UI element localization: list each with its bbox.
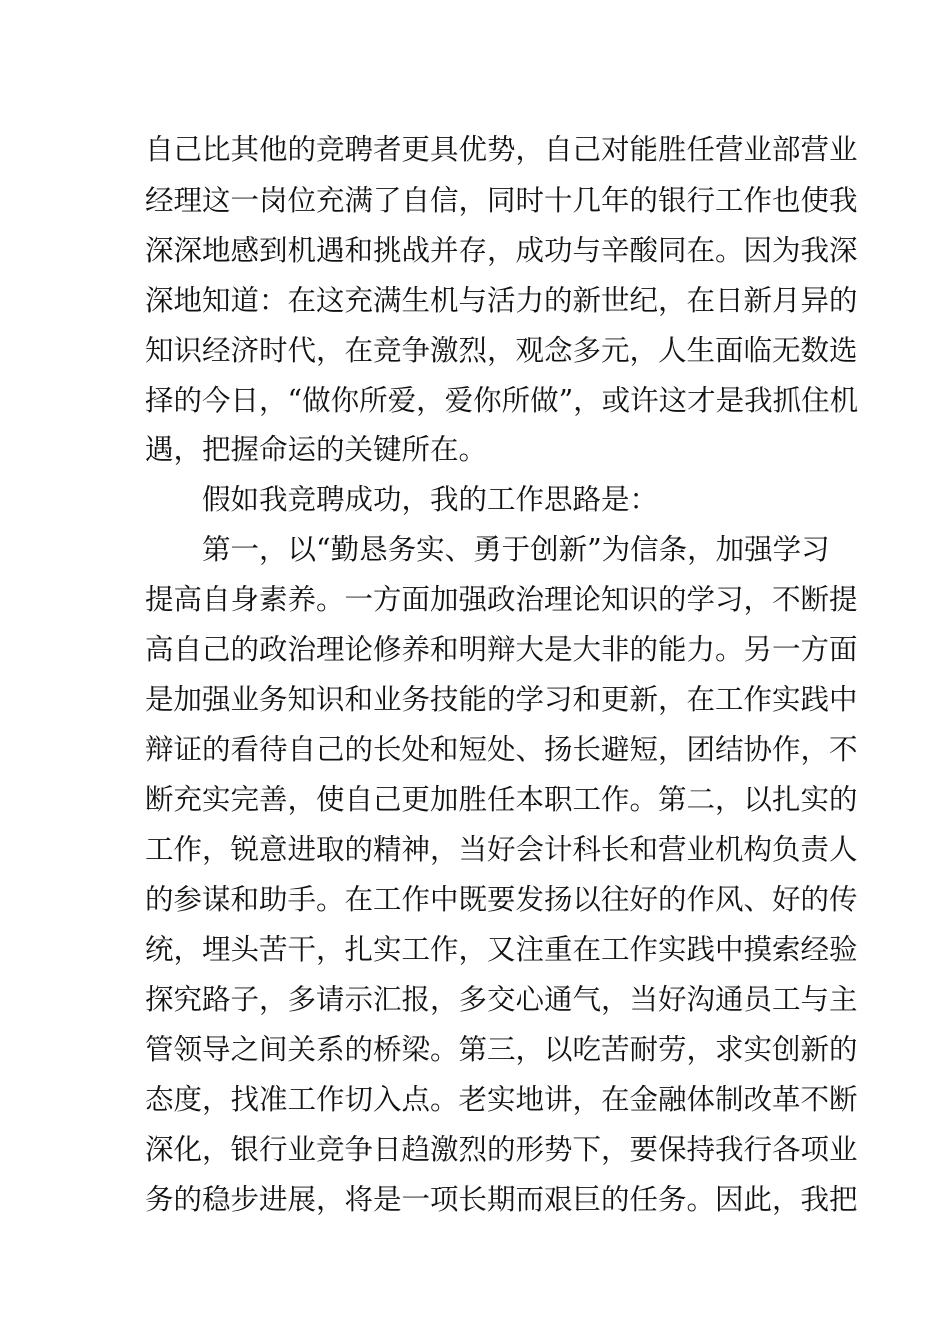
text-line: 第一，以“勤恳务实、勇于创新”为信条，加强学习 xyxy=(202,533,830,566)
text-line: 探究路子，多请示汇报，多交心通气，当好沟通员工与主 xyxy=(145,983,858,1016)
text-line: 择的今日，“做你所爱，爱你所做”，或许这才是我抓住机 xyxy=(145,384,859,417)
text-line: 知识经济时代，在竞争激烈，观念多元，人生面临无数选 xyxy=(145,334,858,367)
text-line: 深深地感到机遇和挑战并存，成功与辛酸同在。因为我深 xyxy=(145,234,858,267)
text-line: 工作，锐意进取的精神，当好会计科长和营业机构负责人 xyxy=(145,833,858,866)
text-line: 辩证的看待自己的长处和短处、扬长避短，团结协作，不 xyxy=(145,733,858,766)
text-line: 遇，把握命运的关键所在。 xyxy=(145,433,488,466)
text-line: 自己比其他的竞聘者更具优势，自己对能胜任营业部营业 xyxy=(145,133,858,166)
text-line: 是加强业务知识和业务技能的学习和更新，在工作实践中 xyxy=(145,683,858,716)
text-line: 统，埋头苦干，扎实工作，又注重在工作实践中摸索经验 xyxy=(145,933,858,966)
text-line: 假如我竞聘成功，我的工作思路是： xyxy=(202,483,659,516)
text-line: 深地知道：在这充满生机与活力的新世纪，在日新月异的 xyxy=(145,284,858,317)
text-line: 管领导之间关系的桥梁。第三，以吃苦耐劳，求实创新的 xyxy=(145,1033,858,1066)
text-line: 高自己的政治理论修养和明辩大是大非的能力。另一方面 xyxy=(145,633,858,666)
text-line: 态度，找准工作切入点。老实地讲，在金融体制改革不断 xyxy=(145,1083,858,1116)
text-line: 经理这一岗位充满了自信，同时十几年的银行工作也使我 xyxy=(145,184,858,217)
text-line: 务的稳步进展，将是一项长期而艰巨的任务。因此，我把 xyxy=(145,1183,858,1216)
text-line: 断充实完善，使自己更加胜任本职工作。第二，以扎实的 xyxy=(145,783,858,816)
text-line: 的参谋和助手。在工作中既要发扬以往好的作风、好的传 xyxy=(145,883,858,916)
text-line: 深化，银行业竞争日趋激烈的形势下，要保持我行各项业 xyxy=(145,1133,858,1166)
text-line: 提高自身素养。一方面加强政治理论知识的学习，不断提 xyxy=(145,583,858,616)
